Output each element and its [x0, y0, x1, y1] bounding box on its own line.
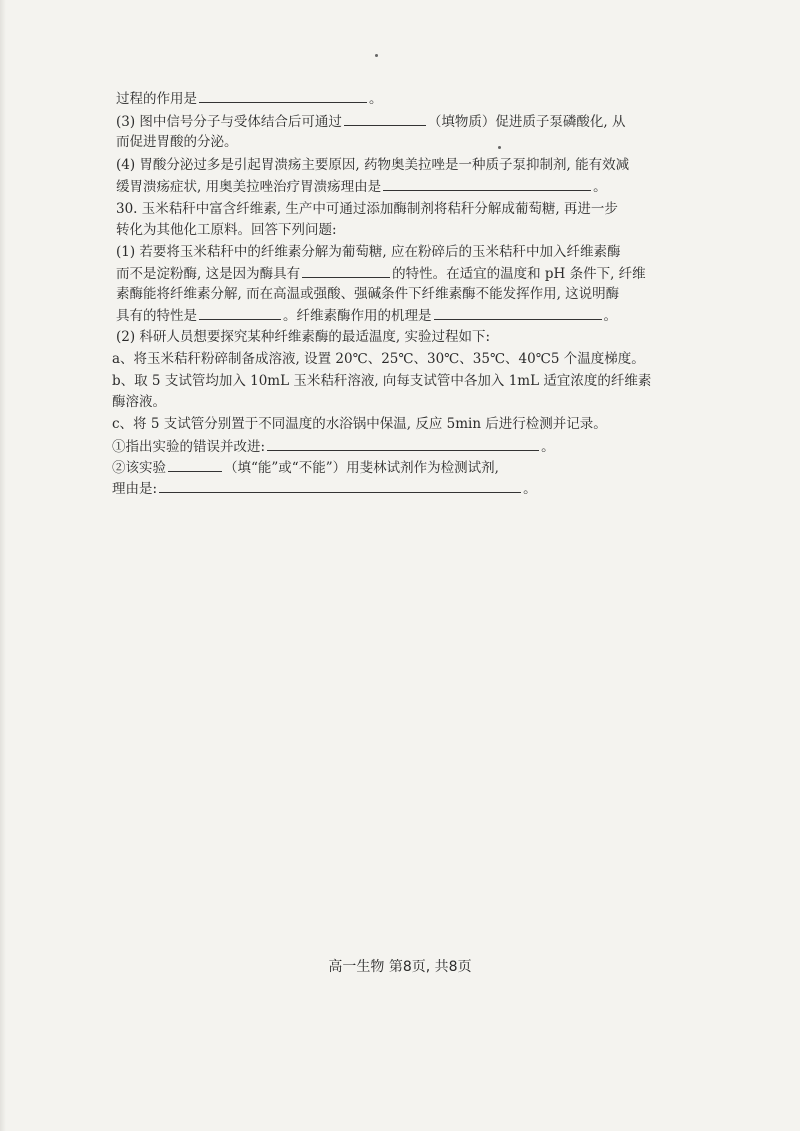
q29-part3-line-2: 而促进胃酸的分泌。: [116, 134, 238, 150]
q30-step-a: a、将玉米秸秆粉碎制备成溶液, 设置 20℃、25℃、30℃、35℃、40℃5 个温度梯度。: [112, 351, 645, 367]
q30-intro-line-1: 30. 玉米秸秆中富含纤维素, 生产中可通过添加酶制剂将秸秆分解成葡萄糖, 再进一步: [116, 201, 618, 217]
q29-part3-line-1: (3) 图中信号分子与受体结合后可通过 （填物质）促进质子泵磷酸化, 从: [0, 111, 800, 132]
q30-part1-line-1: (1) 若要将玉米秸秆中的纤维素分解为葡萄糖, 应在粉碎后的玉米秸秆中加入纤维素酶: [116, 244, 621, 260]
q29-part4-line-1: (4) 胃酸分泌过多是引起胃溃疡主要原因, 药物奥美拉唑是一种质子泵抑制剂, 能有效减: [116, 157, 630, 173]
q30-part1-line-2: 而不是淀粉酶, 这是因为酶具有 的特性。在适宜的温度和 pH 条件下, 纤维: [0, 263, 800, 284]
q30-question-2: ②该实验 （填“能”或“不能”）用斐林试剂作为检测试剂,: [0, 457, 800, 478]
answer-blank[interactable]: [344, 111, 426, 126]
answer-blank[interactable]: [168, 457, 222, 472]
q30-step-b-line-2: 酶溶液。: [112, 394, 166, 410]
q29-line-1: 过程的作用是 。: [0, 88, 800, 109]
answer-blank[interactable]: [302, 263, 390, 278]
q30-question-1: ①指出实验的错误并改进: 。: [0, 436, 800, 457]
q30-part2-intro: (2) 科研人员想要探究某种纤维素酶的最适温度, 实验过程如下:: [116, 329, 491, 345]
q30-part1-line-3: 素酶能将纤维素分解, 而在高温或强酸、强碱条件下纤维素酶不能发挥作用, 这说明酶: [116, 286, 620, 302]
answer-blank[interactable]: [267, 436, 539, 451]
q30-intro-line-2: 转化为其他化工原料。回答下列问题:: [116, 222, 337, 238]
answer-blank[interactable]: [434, 305, 602, 320]
answer-blank[interactable]: [383, 176, 591, 191]
page-footer: 高一生物 第8页, 共8页: [328, 959, 472, 975]
answer-blank[interactable]: [199, 305, 281, 320]
answer-blank[interactable]: [199, 88, 367, 103]
q30-part1-line-4: 具有的特性是 。纤维素酶作用的机理是 。: [0, 305, 800, 326]
answer-blank[interactable]: [159, 478, 521, 493]
q30-step-b-line-1: b、取 5 支试管均加入 10mL 玉米秸秆溶液, 向每支试管中各加入 1mL 适宜浓度的纤维素: [112, 373, 652, 389]
q30-step-c: c、将 5 支试管分别置于不同温度的水浴锅中保温, 反应 5min 后进行检测并记录。: [112, 416, 607, 432]
q30-question-3: 理由是: 。: [0, 478, 800, 499]
q29-part4-line-2: 缓胃溃疡症状, 用奥美拉唑治疗胃溃疡理由是 。: [0, 176, 800, 197]
speck: [375, 54, 378, 57]
